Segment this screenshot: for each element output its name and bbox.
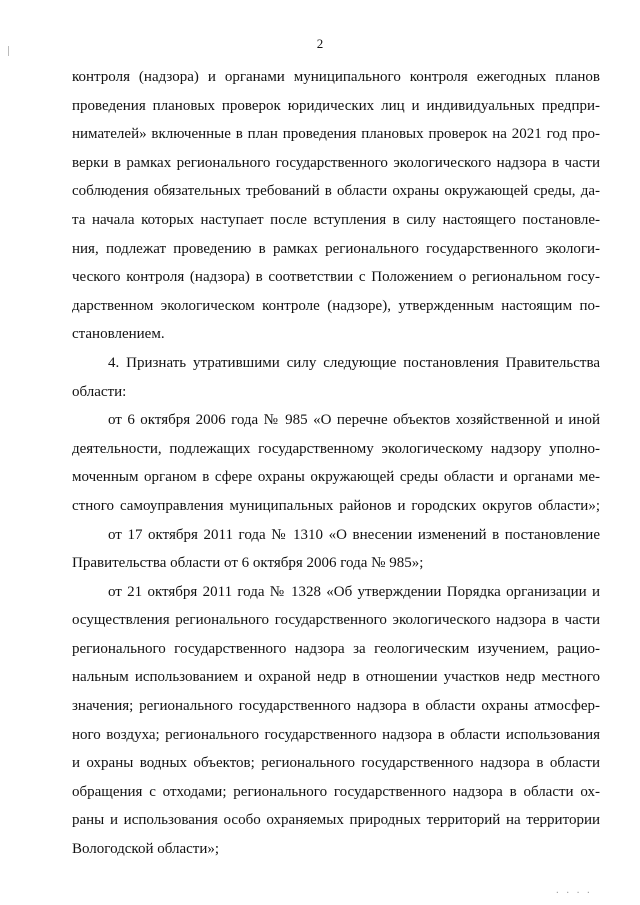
text-line: ческого контроля (надзора) в соответствии с Положением о региональном госу-	[72, 269, 600, 286]
text-line: деятельности, подлежащих государственному экологическому надзору уполно-	[72, 440, 600, 457]
text-line: ния, подлежат проведению в рамках регионального государственного экологи-	[72, 240, 600, 257]
text-line: нимателей» включенные в план проведения плановых проверок на 2021 год про-	[72, 126, 600, 143]
text-line: нальным использованием и охраной недр в отношении участков недр местного	[72, 669, 600, 686]
text-line: обращения с отходами; регионального государственного надзора в области ох-	[72, 783, 600, 800]
text-line: от 6 октября 2006 года № 985 «О перечне объектов хозяйственной и иной	[108, 412, 600, 429]
footer-scan-mark: · · · ·	[555, 888, 592, 899]
text-line: от 17 октября 2011 года № 1310 «О внесении изменений в постановление	[108, 526, 600, 543]
document-body	[72, 63, 600, 864]
text-line: проведения плановых проверок юридических лиц и индивидуальных предпри-	[72, 97, 600, 114]
text-line: стного самоуправления муниципальных районов и городских округов области»;	[72, 497, 600, 514]
text-line: и охраны водных объектов; регионального государственного надзора в области	[72, 755, 600, 772]
text-line: осуществления регионального государственного экологического надзора в части	[72, 612, 600, 629]
text-line: значения; регионального государственного надзора в области охраны атмосфер-	[72, 698, 600, 715]
page-number: 2	[316, 36, 324, 51]
text-line: дарственном экологическом контроле (надзоре), утвержденным настоящим по-	[72, 297, 600, 314]
text-line: раны и использования особо охраняемых природных территорий на территории	[72, 812, 600, 829]
text-line: ного воздуха; регионального государственного надзора в области использования	[72, 726, 600, 743]
text-line: 4. Признать утратившими силу следующие постановления Правительства	[108, 354, 600, 371]
text-line: та начала которых наступает после вступления в силу настоящего постановле-	[72, 211, 600, 228]
text-line: моченным органом в сфере охраны окружающей среды области и органами ме-	[72, 469, 600, 486]
text-line: от 21 октября 2011 года № 1328 «Об утверждении Порядка организации и	[108, 583, 600, 600]
text-line: регионального государственного надзора за геологическим изучением, рацио-	[72, 640, 600, 657]
text-line: становлением.	[72, 326, 165, 343]
text-line: области:	[72, 383, 127, 400]
text-line: Правительства области от 6 октября 2006 года № 985»;	[72, 555, 424, 572]
text-line: контроля (надзора) и органами муниципального контроля ежегодных планов	[72, 69, 600, 85]
text-line: верки в рамках регионального государственного экологического надзора в части	[72, 154, 600, 171]
text-line: Вологодской области»;	[72, 841, 220, 858]
text-line: соблюдения обязательных требований в области охраны окружающей среды, да-	[72, 183, 600, 200]
